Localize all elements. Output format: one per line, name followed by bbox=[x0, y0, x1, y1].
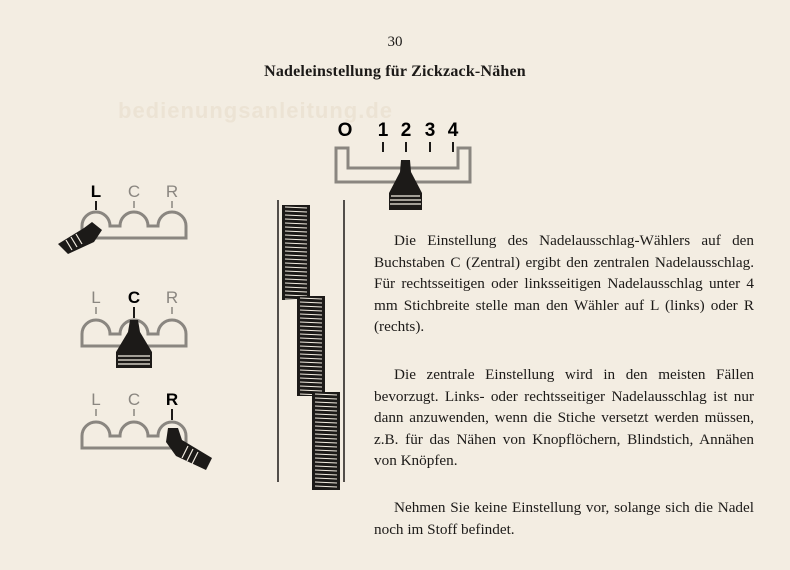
page-title: Nadeleinstellung für Zickzack-Nähen bbox=[264, 63, 526, 80]
paragraph-3: Nehmen Sie keine Einstellung vor, solange sich die Nadel noch im Stoff befindet. bbox=[374, 499, 754, 538]
dial-label-4: 4 bbox=[447, 120, 459, 141]
selector-2-letter-l: L bbox=[91, 288, 101, 307]
watermark: bedienungsanleitung.de bbox=[118, 98, 394, 123]
paragraph-2: Die zentrale Einstellung wird in den meisten Fällen bevorzugt. Links- oder rechtsseitiger Nadelausschlag ist nur dann anzuwenden, wenn die Stiche versetzt werden müssen, z.B. für das Nähen von Knopflöchern, Blindstich, Annähen von Knöpfen. bbox=[374, 366, 754, 469]
selector-3-letter-r: R bbox=[165, 390, 179, 409]
selector-1-letter-c: C bbox=[127, 182, 141, 201]
dial-label-2: 2 bbox=[400, 120, 412, 141]
stitch-pattern-sample bbox=[278, 200, 344, 490]
selector-2-letter-r: R bbox=[165, 288, 179, 307]
dial-label-3: 3 bbox=[424, 120, 436, 141]
page-number: 30 bbox=[387, 34, 403, 50]
paragraph-1: Die Einstellung des Nadelausschlag-Wählers auf den Buchstaben C (Zentral) ergibt den zentralen Nadelausschlag. Für rechtsseitigen oder linksseitigen Nadelausschlag unter 4 mm Stichbreite stelle man den Wähler auf L (links) oder R (rechts). bbox=[374, 232, 754, 335]
stitch-width-dial bbox=[336, 120, 470, 210]
selector-1-letter-l: L bbox=[90, 182, 102, 201]
dial-label-0: O bbox=[337, 120, 353, 141]
dial-label-1: 1 bbox=[377, 120, 389, 141]
selector-3-letter-c: C bbox=[127, 390, 141, 409]
selector-3-letter-l: L bbox=[91, 390, 101, 409]
selector-diagram-right bbox=[82, 390, 212, 470]
selector-2-letter-c: C bbox=[127, 288, 141, 307]
selector-1-letter-r: R bbox=[165, 182, 179, 201]
selector-diagram-center bbox=[82, 288, 186, 368]
selector-diagram-left bbox=[58, 182, 186, 254]
